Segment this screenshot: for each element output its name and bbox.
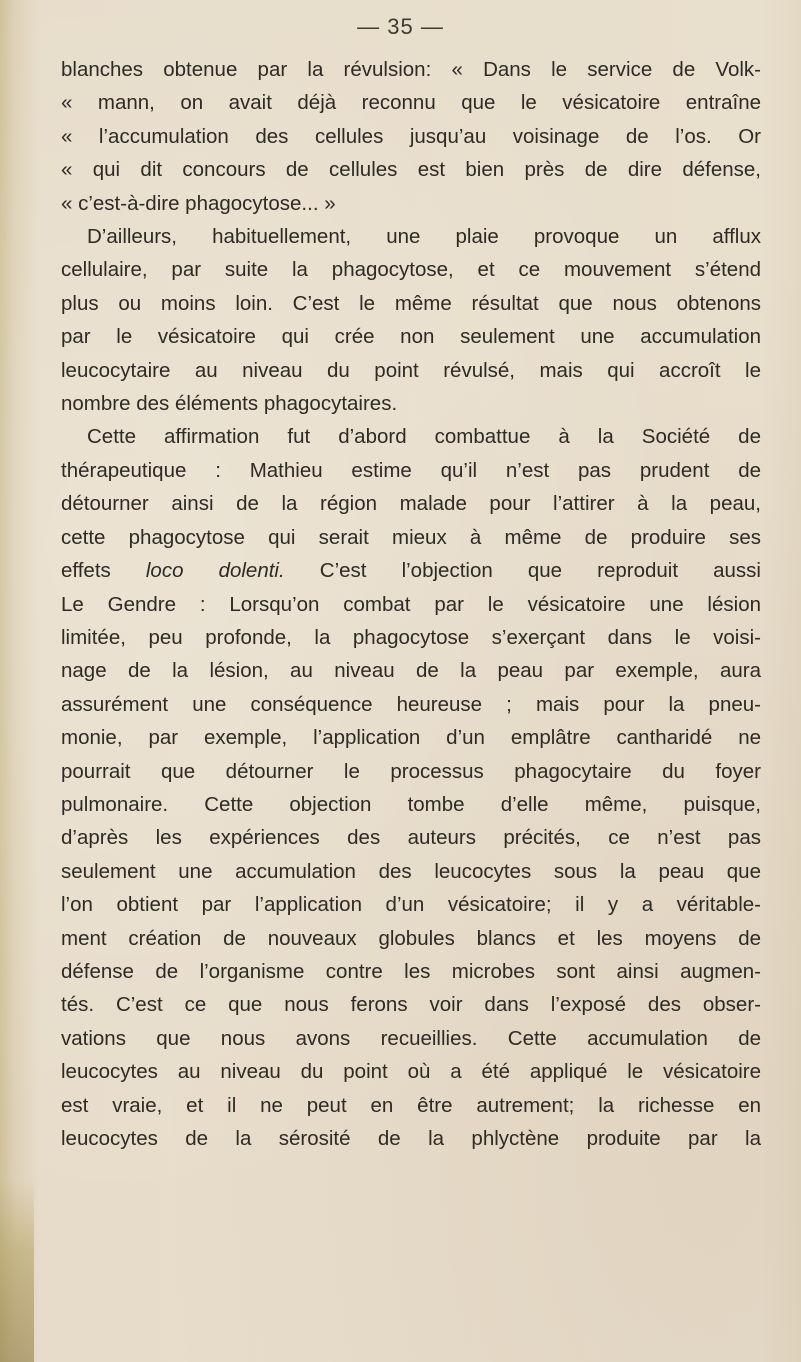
text-line: nombre des éléments phagocytaires. (61, 392, 398, 416)
text-line: leucocytes au niveau du point où a été appliqué le vésicatoire (61, 1060, 761, 1084)
text-line: Le Gendre : Lorsqu’on combat par le vésicatoire une lésion (61, 592, 761, 616)
text-line: l’on obtient par l’application d’un vésicatoire; il y a véritable- (61, 893, 761, 917)
text-line: tés. C’est ce que nous ferons voir dans l’exposé des obser- (61, 993, 761, 1017)
text-segment: C’est l’objection que reproduit aussi (319, 559, 761, 583)
text-line: « l’accumulation des cellules jusqu’au voisinage de l’os. Or (61, 124, 761, 148)
text-line: assurément une conséquence heureuse ; mais pour la pneu- (61, 692, 761, 716)
text-line: d’après les expériences des auteurs précités, ce n’est pas (61, 826, 761, 850)
paper-stain (0, 1180, 34, 1362)
text-line: détourner ainsi de la région malade pour l’attirer à la peau, (61, 492, 761, 516)
text-segment: effets (61, 559, 111, 583)
text-line: pourrait que détourner le processus phagocytaire du foyer (61, 759, 761, 783)
text-line: leucocytaire au niveau du point révulsé, mais qui accroît le (61, 358, 761, 382)
text-line: est vraie, et il ne peut en être autrement; la richesse en (61, 1093, 761, 1117)
text-line: « mann, on avait déjà reconnu que le vésicatoire entraîne (61, 91, 761, 115)
text-line: cellulaire, par suite la phagocytose, et ce mouvement s’étend (61, 258, 761, 282)
text-line: monie, par exemple, l’application d’un emplâtre cantharidé ne (61, 726, 761, 750)
body-text (61, 53, 761, 1155)
text-line: seulement une accumulation des leucocytes sous la peau que (61, 859, 761, 883)
text-line: plus ou moins loin. C’est le même résultat que nous obtenons (61, 291, 761, 315)
text-line: défense de l’organisme contre les microbes sont ainsi augmen- (61, 959, 761, 983)
text-line: « c’est-à-dire phagocytose... » (61, 191, 336, 215)
paragraph-start: D’ailleurs, habituellement, une plaie provoque un afflux (87, 225, 761, 249)
text-line: blanches obtenue par la révulsion: « Dans le service de Volk- (61, 58, 761, 81)
text-line: « qui dit concours de cellules est bien près de dire défense, (61, 158, 761, 182)
text-line: par le vésicatoire qui crée non seulement une accumulation (61, 325, 761, 349)
text-line-mixed (61, 554, 761, 587)
text-line: cette phagocytose qui serait mieux à même de produire ses (61, 525, 761, 549)
text-line: nage de la lésion, au niveau de la peau par exemple, aura (61, 659, 761, 683)
text-line: vations que nous avons recueillies. Cette accumulation de (61, 1026, 761, 1050)
text-line: thérapeutique : Mathieu estime qu’il n’est pas prudent de (61, 458, 761, 482)
page-number: — 35 — (357, 14, 444, 39)
text-line: ment création de nouveaux globules blancs et les moyens de (61, 926, 761, 950)
text-line: pulmonaire. Cette objection tombe d’elle même, puisque, (61, 792, 761, 816)
text-line: leucocytes de la sérosité de la phlyctène produite par la (61, 1127, 761, 1150)
text-line: limitée, peu profonde, la phagocytose s’exerçant dans le voisi- (61, 625, 761, 649)
italic-latin-phrase: loco dolenti. (145, 559, 285, 583)
paragraph-start: Cette affirmation fut d’abord combattue à la Société de (87, 425, 761, 449)
